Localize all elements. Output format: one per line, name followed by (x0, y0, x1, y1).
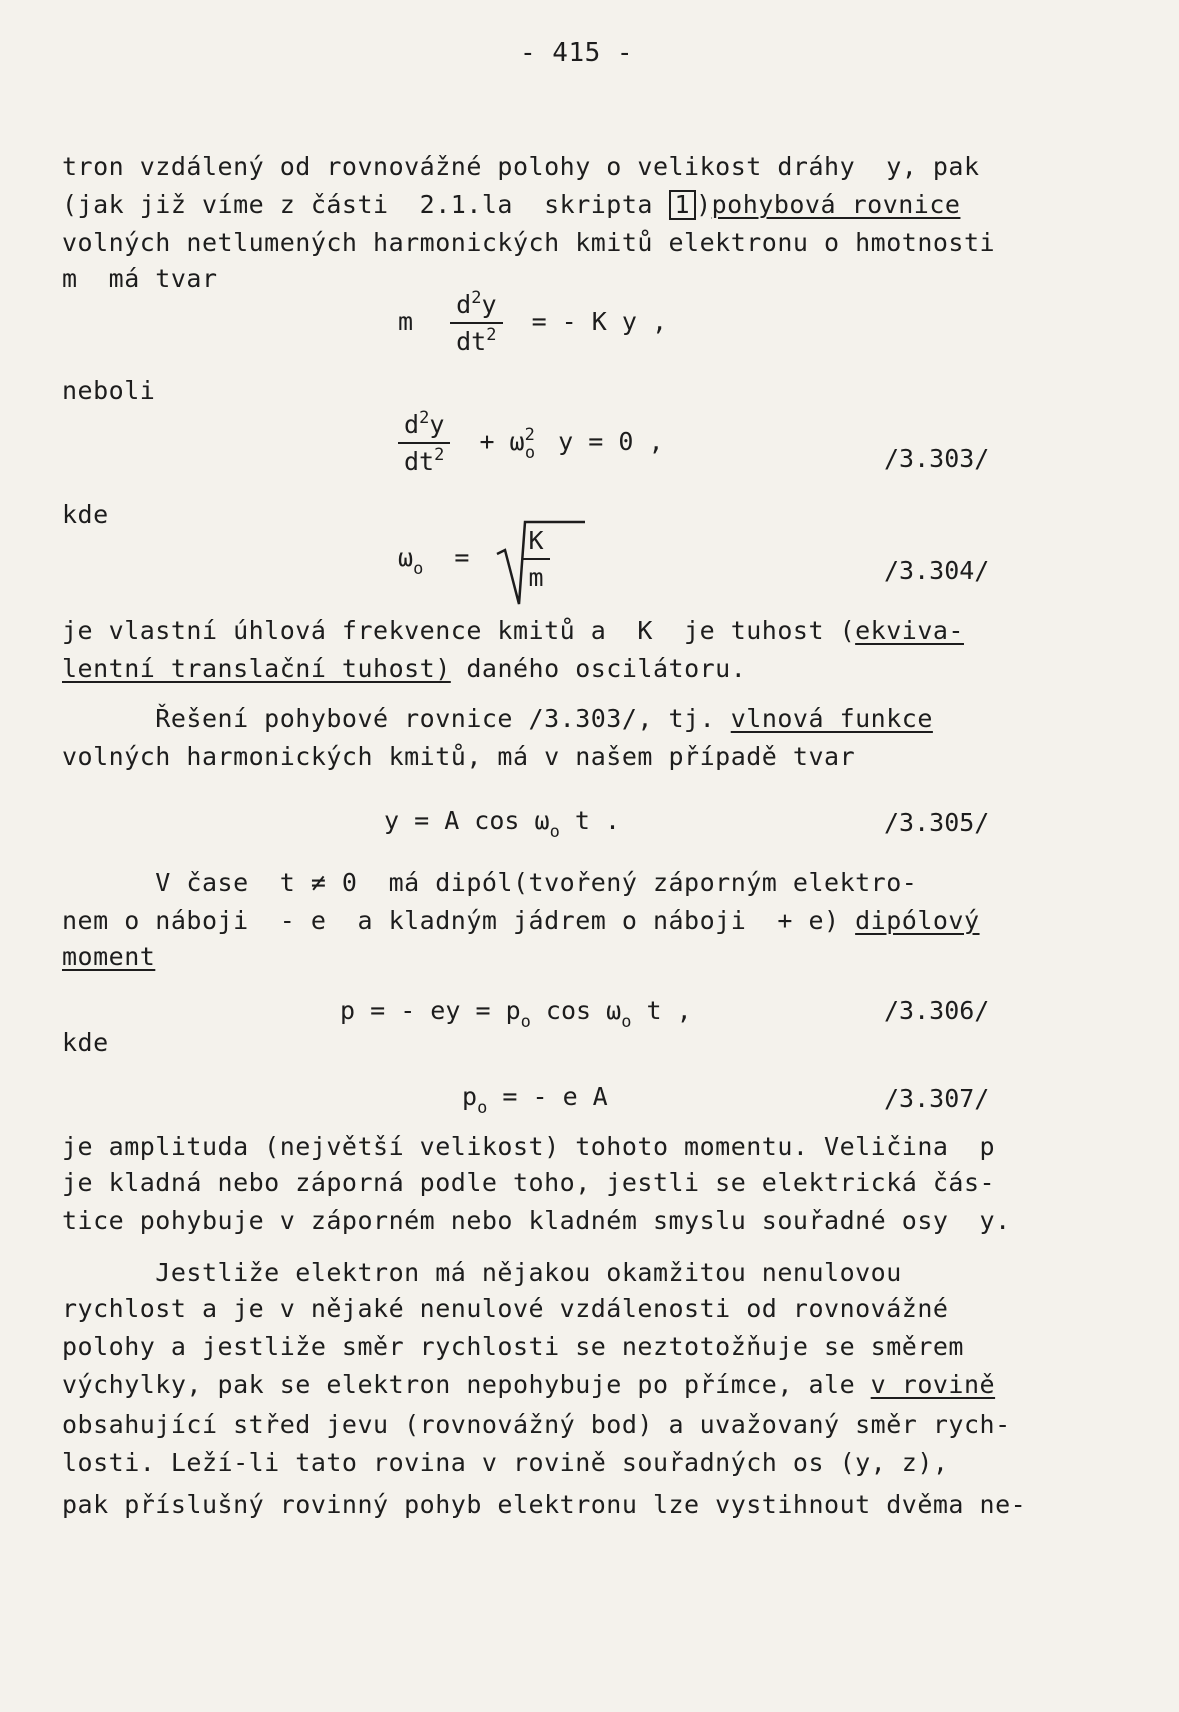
eq3-equals: = (454, 543, 470, 572)
text-kde-2: kde (62, 1028, 109, 1057)
eq1-denominator: $dt^2$ (456, 325, 497, 356)
term-v-rovine: v rovině (870, 1370, 996, 1399)
text-line-20: losti. Leží-li tato rovina v rovině souřadných os (y, z), (62, 1448, 949, 1477)
eq2-omega: + $\omega^2_o$ (479, 425, 536, 463)
eq3-numerator: K (523, 526, 550, 560)
text-line-4: m má tvar (62, 264, 218, 293)
text-line-5: je vlastní úhlová frekvence kmitů a K je tuhost (ekviva- (62, 616, 964, 645)
text-line-3: volných netlumených harmonických kmitů elektronu o hmotnosti (62, 228, 996, 257)
equation-ref-3-307: /3.307/ (884, 1084, 990, 1113)
term-translacni-tuhost: lentní translační tuhost) (62, 654, 451, 683)
text-line-12: je amplituda (největší velikost) tohoto momentu. Veličina p (62, 1132, 996, 1161)
text-line-17: polohy a jestliže směr rychlosti se neztotožňuje se směrem (62, 1332, 964, 1361)
text-line-6: lentní translační tuhost) daného oscilátoru. (62, 654, 747, 683)
eq3-omega: $\omega_o$ (398, 543, 424, 579)
text-line-19: obsahující střed jevu (rovnovážný bod) a uvažovaný směr rych- (62, 1410, 1011, 1439)
text-line-15: Jestliže elektron má nějakou okamžitou nenulovou (62, 1258, 902, 1287)
text-line-2 (62, 190, 960, 220)
text-line-14: tice pohybuje v záporném nebo kladném smyslu souřadné osy y. (62, 1206, 1011, 1235)
text-line-2-a: (jak již víme z části 2.1.la skripta (62, 190, 669, 219)
term-ekvivalentni: ekviva- (855, 616, 964, 645)
page-number: - 415 - (520, 38, 634, 68)
eq1-lhs: m (398, 307, 414, 336)
text-line-1: tron vzdálený od rovnovážné polohy o velikost dráhy y, pak (62, 152, 980, 181)
equation-6: $p_o$ = - e A (462, 1082, 608, 1118)
term-pohybova-rovnice: pohybová rovnice (711, 190, 961, 219)
equation-1 (398, 290, 667, 356)
text-line-10: nem o náboji - e a kladným jádrem o náboji + e) dipólový (62, 906, 980, 935)
term-dipolovy: dipólový (855, 906, 980, 935)
eq1-rhs: = - K y , (531, 307, 668, 336)
equation-ref-3-304: /3.304/ (884, 556, 990, 585)
eq1-fraction (450, 290, 502, 356)
text-neboli: neboli (62, 376, 156, 405)
text-line-7: Řešení pohybové rovnice /3.303/, tj. vlnová funkce (62, 704, 933, 733)
eq2-fraction (398, 410, 450, 476)
citation-box: 1 (669, 190, 697, 220)
equation-3 (398, 526, 550, 592)
equation-ref-3-303: /3.303/ (884, 444, 990, 473)
equation-2 (398, 410, 664, 476)
eq2-numerator: $d^2y$ (398, 410, 450, 444)
sqrt-sign-icon (493, 520, 585, 606)
eq2-denominator: $dt^2$ (404, 445, 445, 476)
eq3-denominator: m (528, 563, 544, 592)
text-kde-1: kde (62, 500, 109, 529)
equation-4: y = A $\cos \omega_o$ t . (384, 806, 621, 842)
eq3-sqrt (493, 526, 550, 592)
text-line-16: rychlost a je v nějaké nenulové vzdálenosti od rovnovážné (62, 1294, 949, 1323)
text-line-9: V čase t ≠ 0 má dipól(tvořený záporným elektro- (62, 868, 918, 897)
eq2-rhs: y = 0 , (558, 427, 664, 456)
term-vlnova-funkce: vlnová funkce (730, 704, 933, 733)
text-line-8: volných harmonických kmitů, má v našem případě tvar (62, 742, 856, 771)
text-line-13: je kladná nebo záporná podle toho, jestli se elektrická čás- (62, 1168, 996, 1197)
equation-5: p = - ey = $p_o$ $\cos \omega_o$ t , (340, 996, 692, 1032)
term-moment: moment (62, 942, 156, 971)
eq1-numerator: $d^2y$ (450, 290, 502, 324)
equation-ref-3-306: /3.306/ (884, 996, 990, 1025)
text-line-2-c: ) (696, 190, 712, 219)
text-line-18: výchylky, pak se elektron nepohybuje po přímce, ale v rovině (62, 1370, 996, 1399)
equation-ref-3-305: /3.305/ (884, 808, 990, 837)
text-line-21: pak příslušný rovinný pohyb elektronu lze vystihnout dvěma ne- (62, 1490, 1027, 1519)
